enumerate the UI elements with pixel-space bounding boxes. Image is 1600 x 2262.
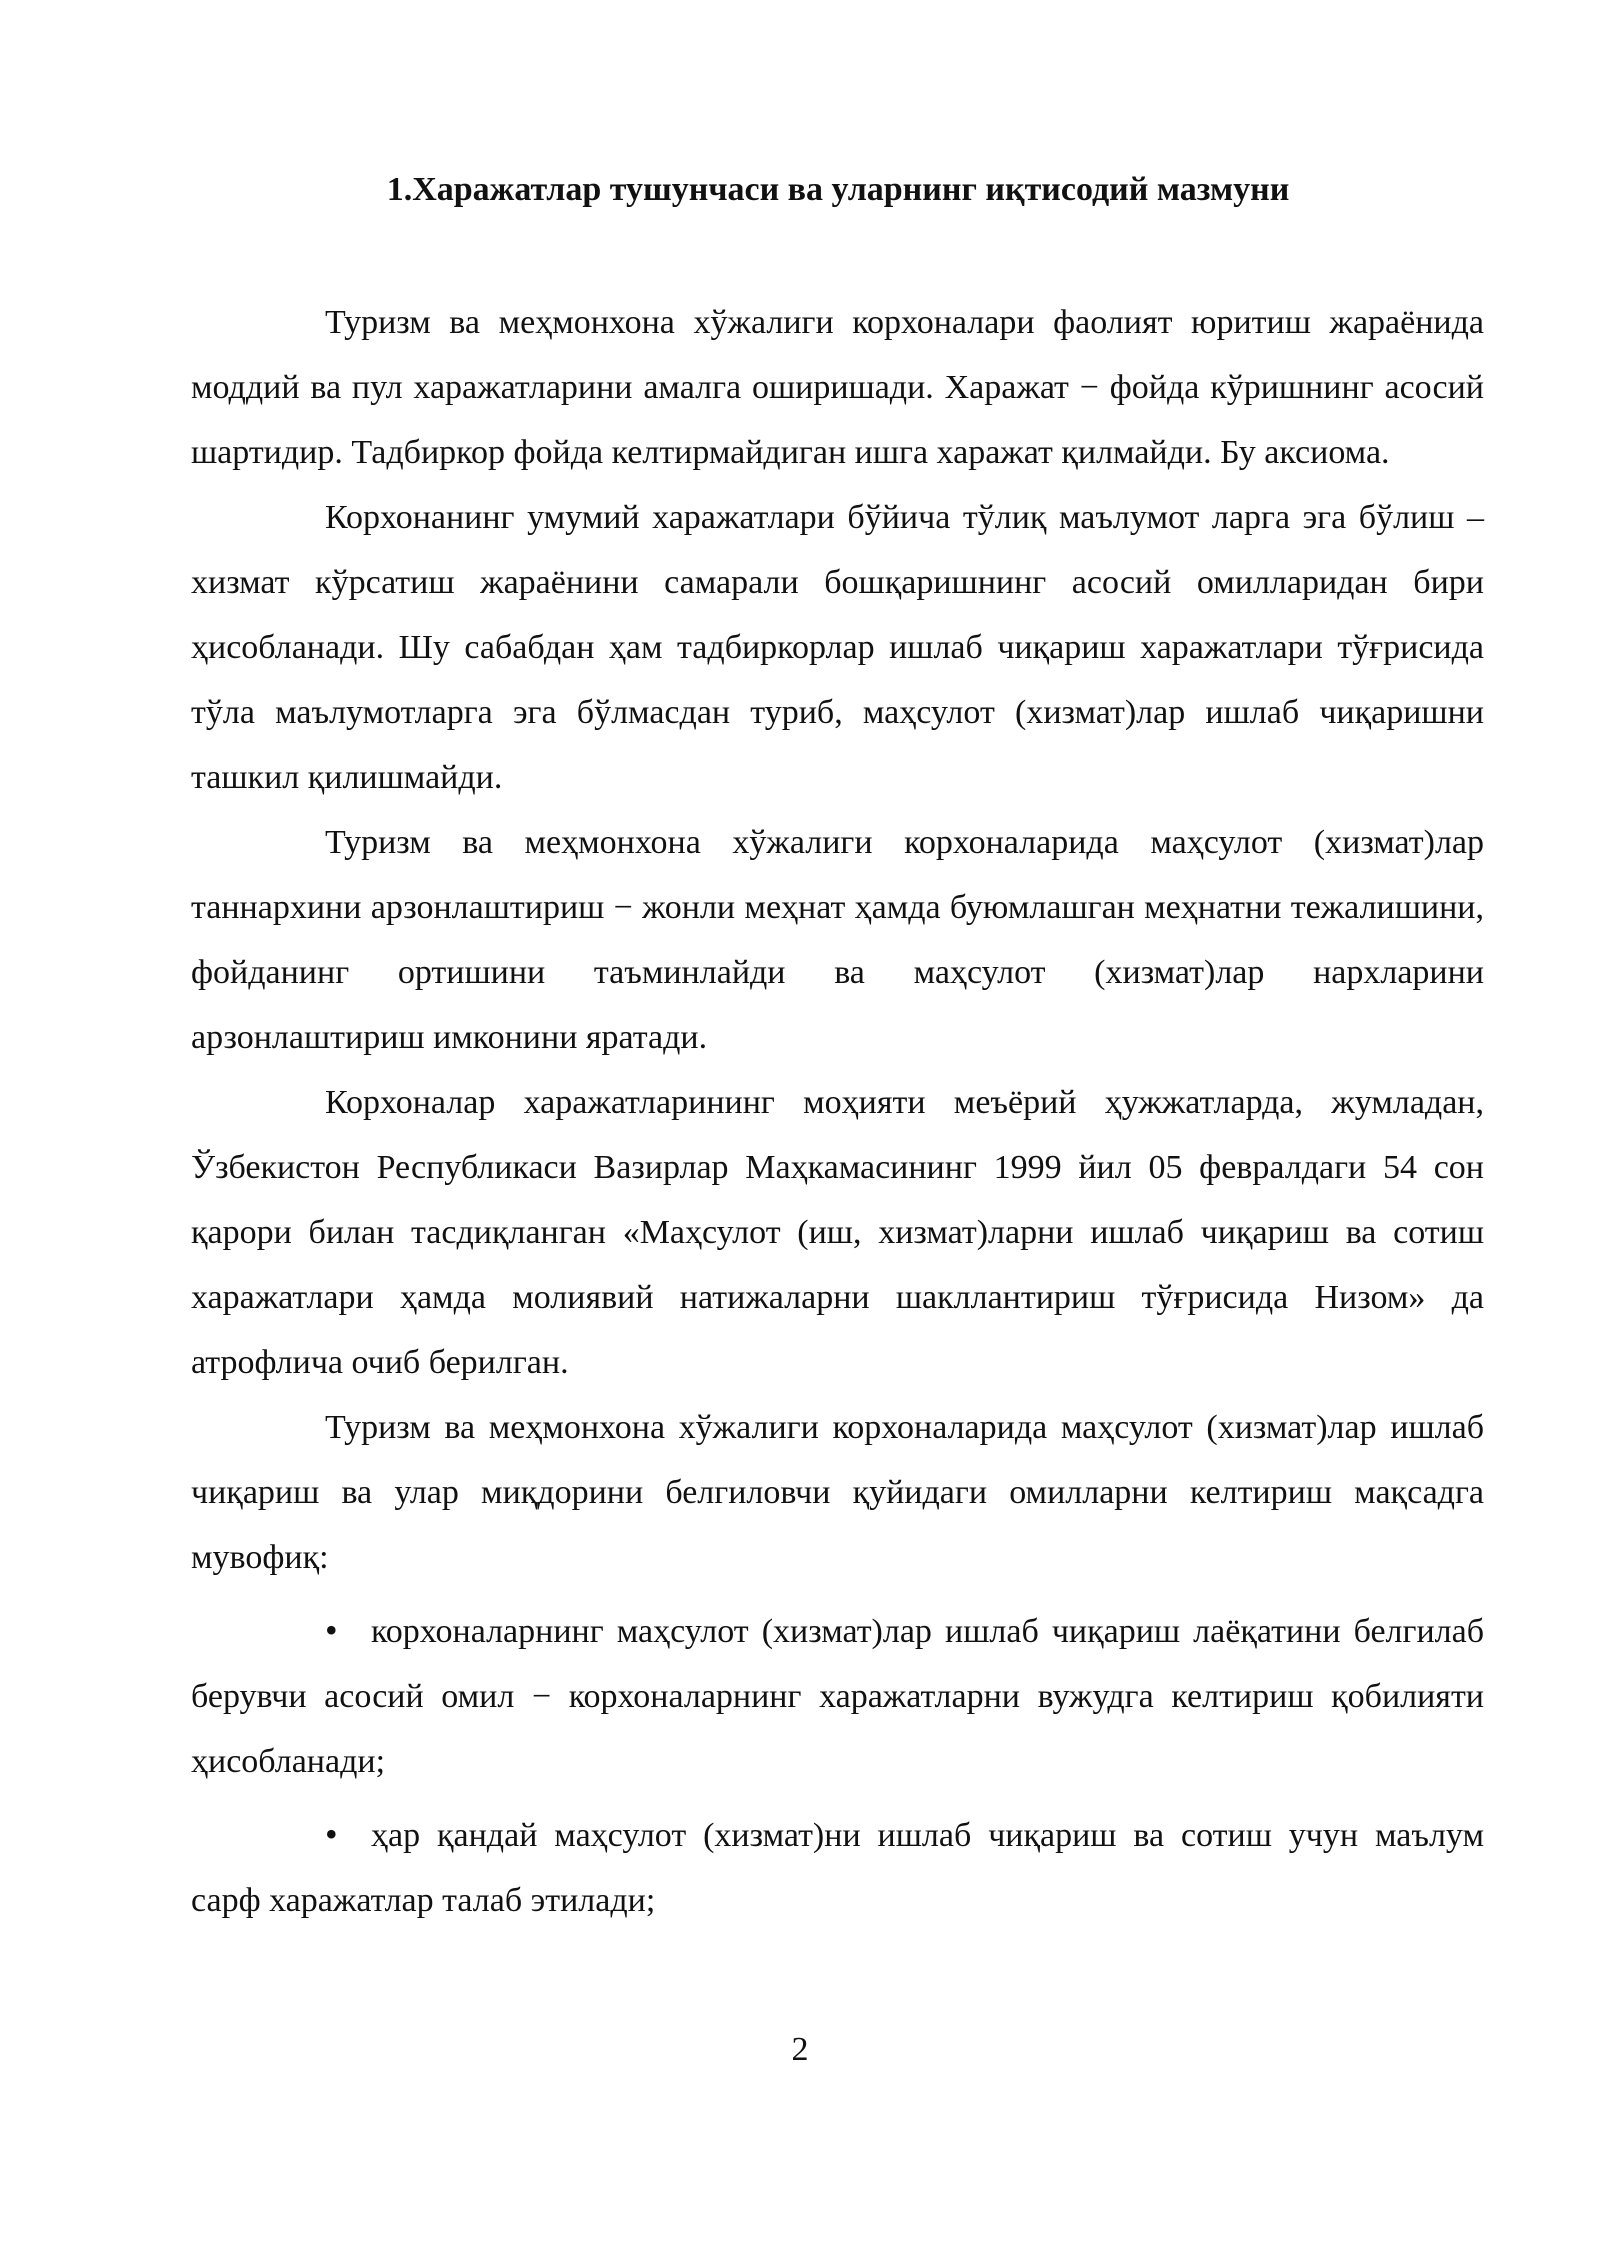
paragraph-3: Туризм ва меҳмонхона хўжалиги корхоналарида маҳсулот (хизмат)лар таннархини арзонлаштириш − жонли меҳнат ҳамда буюмлашган меҳнатни тежалишини, фойданинг ортишини таъминлайди ва маҳсулот (хизмат)лар нархларини арзонлаштириш имконини яратади.: [191, 824, 1484, 1056]
paragraph-5: Туризм ва меҳмонхона хўжалиги корхоналарида маҳсулот (хизмат)лар ишлаб чиқариш ва улар миқдорини белгиловчи қуйидаги омилларни келтириш мақсадга мувофиқ:: [191, 1409, 1484, 1576]
bullet-text-2: ҳар қандай маҳсулот (хизмат)ни ишлаб чиқариш ва сотиш учун маълум сарф харажатлар талаб этилади;: [191, 1817, 1484, 1919]
body-text: [191, 290, 1484, 1933]
bullet-item-1: [191, 1598, 1484, 1794]
section-title: 1.Харажатлар тушунчаси ва уларнинг иқтисодий мазмуни: [386, 171, 1290, 208]
page-number: 2: [791, 2031, 809, 2068]
bullet-icon: •: [325, 1610, 338, 1650]
bullet-text-1: корхоналарнинг маҳсулот (хизмат)лар ишлаб чиқариш лаёқатини белгилаб берувчи асосий омил − корхоналарнинг харажатларни вужудга келтириш қобилияти ҳисобланади;: [191, 1613, 1484, 1780]
paragraph-4: Корхоналар харажатларининг моҳияти меъёрий ҳужжатларда, жумладан, Ўзбекистон Республикаси Вазирлар Маҳкамасининг 1999 йил 05 февралдаги 54 сон қарори билан тасдиқланган «Маҳсулот (иш, хизмат)ларни ишлаб чиқариш ва сотиш харажатлари ҳамда молиявий натижаларни шакллантириш тўғрисида Низом» да атрофлича очиб берилган.: [191, 1084, 1484, 1381]
bullet-icon: •: [325, 1814, 338, 1854]
paragraph-1: Туризм ва меҳмонхона хўжалиги корхоналари фаолият юритиш жараёнида моддий ва пул харажатларини амалга оширишади. Харажат − фойда кўришнинг асосий шартидир. Тадбиркор фойда келтирмайдиган ишга харажат қилмайди. Бу аксиома.: [191, 304, 1484, 471]
bullet-item-2: [191, 1802, 1484, 1933]
paragraph-2: Корхонанинг умумий харажатлари бўйича тўлиқ маълумот ларга эга бўлиш – хизмат кўрсатиш жараёнини самарали бошқаришнинг асосий омилларидан бири ҳисобланади. Шу сабабдан ҳам тадбиркорлар ишлаб чиқариш харажатлари тўғрисида тўла маълумотларга эга бўлмасдан туриб, маҳсулот (хизмат)лар ишлаб чиқаришни ташкил қилишмайди.: [191, 499, 1484, 796]
